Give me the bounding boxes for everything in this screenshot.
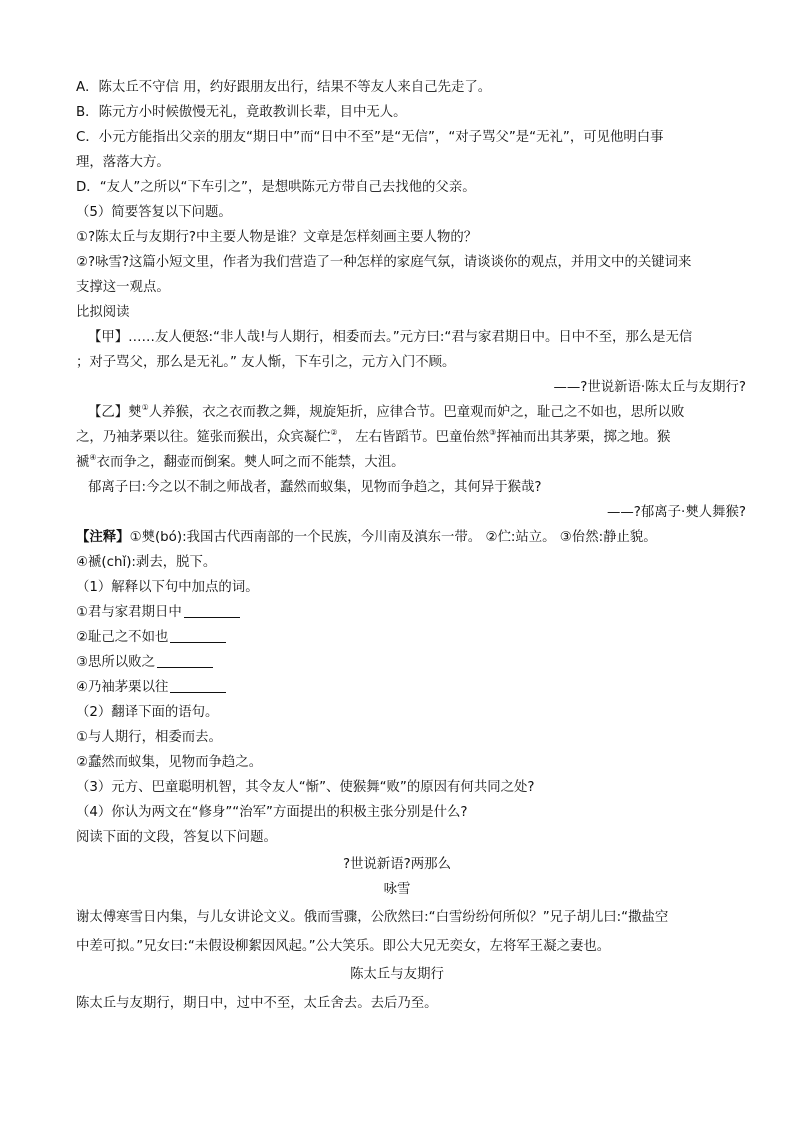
question-1-b-text: ②耻己之不如也 bbox=[76, 630, 169, 645]
passage-yi-text3b: 衣而争之，翻壶而倒案。僰人呵之而不能禁，大沮。 bbox=[96, 455, 405, 470]
yongxue-line1: 谢太傅寒雪日内集，与儿女讲论文义。俄而雪骤，公欣然曰:“白雪纷纷何所似？”兄子胡儿曰:“撒盐空 bbox=[76, 910, 669, 925]
chentaiqiu-line1: 陈太丘与友期行，期日中，过中不至，太丘舍去。去后乃至。 bbox=[76, 996, 438, 1011]
answer-blank-1a[interactable] bbox=[184, 605, 240, 618]
note-ref-3: ③ bbox=[489, 428, 497, 437]
question-2-a: ①与人期行，相委而去。 bbox=[76, 730, 222, 745]
notes-line1 bbox=[76, 529, 657, 546]
question-1-d-text: ④乃袖茅栗以往 bbox=[76, 680, 169, 695]
question-5-b-line2: 支撑这一观点。 bbox=[76, 280, 170, 295]
question-2-heading: （2）翻译下面的语句。 bbox=[76, 705, 219, 720]
notes-text1: ①僰(bó):我国古代西南部的一个民族，今川南及滇东一带。 ②伫:站立。 ③佁然:静止貌。 bbox=[129, 530, 657, 545]
passage-yi-text2b: ， 左右皆蹈节。巴童佁然 bbox=[337, 430, 490, 445]
passage-yi-text1: 人养猴，衣之衣而教之舞，规旋矩折，应律合节。巴童观而妒之，耻己之不如也，思所以败 bbox=[148, 405, 685, 420]
option-d[interactable]: D．“友人”之所以“下车引之”，是想哄陈元方带自己去找他的父亲。 bbox=[76, 180, 476, 195]
question-5-heading: （5）简要答复以下问题。 bbox=[76, 205, 232, 220]
yongxue-title: 咏雪 bbox=[383, 882, 411, 897]
passage-jia-line2: ；对子骂父，那么是无礼。” 友人惭，下车引之，元方入门不顾。 bbox=[76, 355, 456, 370]
question-3: （3）元方、巴童聪明机智，其令友人“惭”、使猴舞“败”的原因有何共同之处? bbox=[76, 780, 535, 795]
option-c-line2: 理，落落大方。 bbox=[76, 155, 170, 170]
question-1-b bbox=[76, 629, 226, 646]
passage-jia-line1: 【甲】……友人便怒:“非人哉!与人期行，相委而去。”元方曰:“君与家君期日中。日中不至，那么是无信 bbox=[88, 330, 693, 345]
passage-yi-text3a: 褫 bbox=[76, 455, 90, 470]
question-1-c bbox=[76, 654, 213, 671]
notes-label: 【注释】 bbox=[76, 530, 130, 545]
question-5-b-line1: ②?咏雪?这篇小短文里，作者为我们营造了一种怎样的家庭气氛，请谈谈你的观点，并用文中的关键词来 bbox=[76, 255, 692, 270]
section-title: 比拟阅读 bbox=[76, 305, 130, 320]
question-1-c-text: ③思所以败之 bbox=[76, 655, 155, 670]
question-1-a bbox=[76, 604, 240, 621]
option-c-line1[interactable]: C．小元方能指出父亲的朋友“期日中”而“日中不至”是“无信”，“对子骂父”是“无礼”，可见他明白事 bbox=[76, 130, 664, 145]
passage-yi-text2: 之，乃袖茅栗以往。筵张而猴出，众宾凝伫 bbox=[76, 430, 331, 445]
question-1-a-text: ①君与家君期日中 bbox=[76, 605, 182, 620]
notes-line2: ④褫(chǐ):剥去，脱下。 bbox=[76, 555, 217, 570]
passage-yi-line2 bbox=[76, 429, 670, 446]
text-collection-title: ?世说新语?两那么 bbox=[343, 857, 451, 872]
passage-yi-line1 bbox=[88, 404, 684, 421]
question-1-d bbox=[76, 679, 226, 696]
note-ref-1: ① bbox=[141, 403, 149, 412]
passage-yi-line4: 郁离子曰:今之以不制之师战者，蠢然而蚁集，见物而争趋之，其何异于猴哉? bbox=[88, 480, 542, 495]
passage-yi-prefix: 【乙】僰 bbox=[88, 405, 142, 420]
reading-instruction: 阅读下面的文段，答复以下问题。 bbox=[76, 830, 277, 845]
note-ref-2: ② bbox=[330, 428, 338, 437]
question-1-heading: （1）解释以下句中加点的词。 bbox=[76, 580, 259, 595]
note-ref-4: ④ bbox=[89, 453, 97, 462]
passage-jia-source: ——?世说新语·陈太丘与友期行? bbox=[553, 380, 746, 395]
passage-yi-source: ——?郁离子·僰人舞猴? bbox=[607, 505, 746, 520]
answer-blank-1d[interactable] bbox=[170, 680, 226, 693]
answer-blank-1b[interactable] bbox=[170, 630, 226, 643]
answer-blank-1c[interactable] bbox=[157, 655, 213, 668]
yongxue-line2: 中差可拟。”兄女曰:“未假设柳絮因风起。”公大笑乐。即公大兄无奕女，左将军王凝之妻也。 bbox=[76, 939, 611, 954]
option-b[interactable]: B．陈元方小时候傲慢无礼，竟敢教训长辈，目中无人。 bbox=[76, 105, 407, 120]
chentaiqiu-title: 陈太丘与友期行 bbox=[350, 967, 444, 982]
passage-yi-text2c: 挥袖而出其茅栗，掷之地。猴 bbox=[496, 430, 671, 445]
question-5-a: ①?陈太丘与友期行?中主要人物是谁？文章是怎样刻画主要人物的？ bbox=[76, 230, 478, 245]
option-a[interactable]: A．陈太丘不守信 用，约好跟朋友出行，结果不等友人来自己先走了。 bbox=[76, 80, 492, 95]
passage-yi-line3 bbox=[76, 454, 405, 471]
question-2-b: ②蠢然而蚁集，见物而争趋之。 bbox=[76, 755, 263, 770]
question-4: （4）你认为两文在“修身”“治军”方面提出的积极主张分别是什么? bbox=[76, 805, 468, 820]
